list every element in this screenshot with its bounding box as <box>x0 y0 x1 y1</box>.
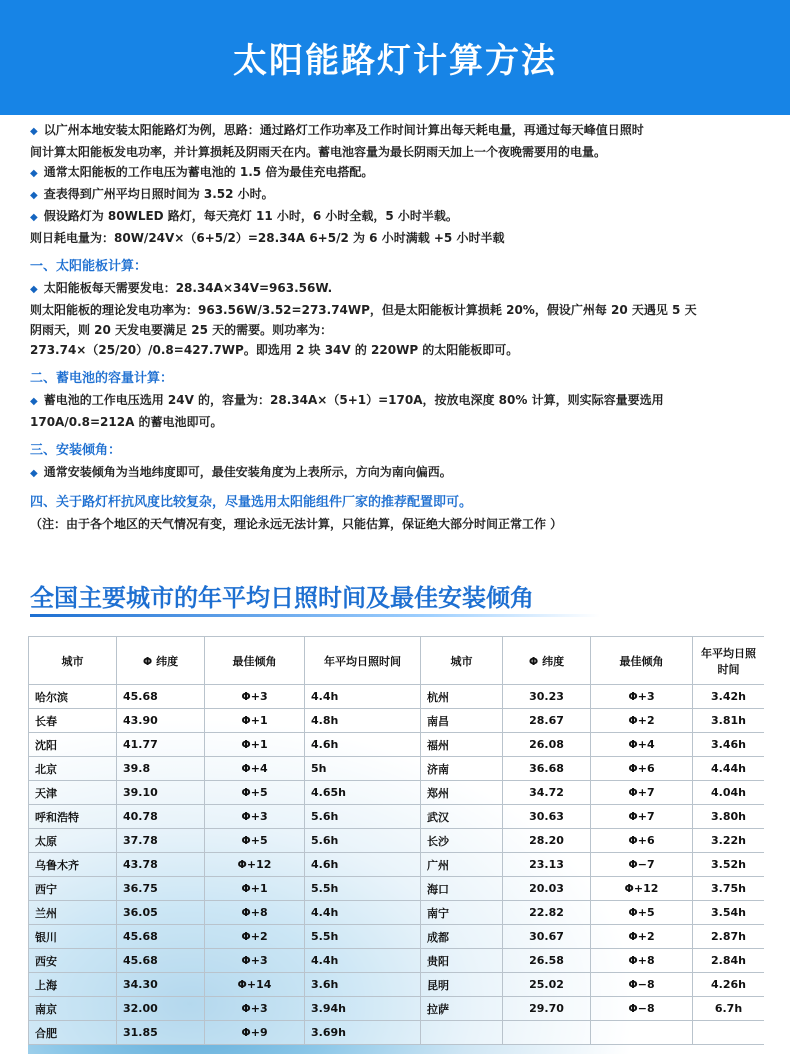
table-cell: 3.81h <box>693 709 765 733</box>
table-cell: Φ+2 <box>205 925 305 949</box>
table-cell: 乌鲁木齐 <box>29 853 117 877</box>
table-cell: 4.6h <box>305 733 421 757</box>
table-cell: 贵阳 <box>421 949 503 973</box>
table-cell: 45.68 <box>117 685 205 709</box>
table-cell: 3.42h <box>693 685 765 709</box>
table-cell: 3.94h <box>305 997 421 1021</box>
column-header: Φ 纬度 <box>117 637 205 685</box>
line-text: 则日耗电量为：80W/24V×（6+5/2）=28.34A 6+5/2 为 6 小时满载 +5 小时半载 <box>30 231 505 245</box>
table-cell: Φ+9 <box>205 1021 305 1045</box>
text-line <box>30 142 770 162</box>
table-row <box>29 997 765 1021</box>
table-row <box>29 805 765 829</box>
table-row <box>29 1021 765 1045</box>
line-text: 间计算太阳能板发电功率，并计算损耗及阴雨天在内。蓄电池容量为最长阴雨天加上一个夜晚需要用的电量。 <box>30 145 607 159</box>
table-cell: 5.6h <box>305 829 421 853</box>
table-cell: 济南 <box>421 757 503 781</box>
table-cell: 4.6h <box>305 853 421 877</box>
table-cell: 2.87h <box>693 925 765 949</box>
table-cell: 成都 <box>421 925 503 949</box>
text-line <box>30 228 770 248</box>
table-cell: 武汉 <box>421 805 503 829</box>
table-cell: Φ+12 <box>205 853 305 877</box>
section-heading-tilt-angle: 三、安装倾角： <box>30 443 122 458</box>
table-cell: 22.82 <box>503 901 591 925</box>
table-cell: 26.58 <box>503 949 591 973</box>
table-cell: 5.6h <box>305 805 421 829</box>
table-row <box>29 901 765 925</box>
table-cell: Φ+3 <box>205 685 305 709</box>
table-cell <box>591 1021 693 1045</box>
line-text: 蓄电池的工作电压选用 24V 的，容量为：28.34A×（5+1）=170A，按放电深度 80% 计算，则实际容量要选用 <box>43 393 664 407</box>
column-header: 最佳倾角 <box>591 637 693 685</box>
table-cell: 3.52h <box>693 853 765 877</box>
text-line <box>30 184 770 206</box>
line-text: 以广州本地安装太阳能路灯为例，思路：通过路灯工作功率及工作时间计算出每天耗电量，再通过每天峰值日照时 <box>43 123 644 137</box>
table-cell: 沈阳 <box>29 733 117 757</box>
table-cell: 29.70 <box>503 997 591 1021</box>
table-cell: 4.65h <box>305 781 421 805</box>
table-cell: Φ+1 <box>205 709 305 733</box>
table-row <box>29 949 765 973</box>
table-cell: 南昌 <box>421 709 503 733</box>
text-line <box>30 390 770 412</box>
table-cell: Φ+14 <box>205 973 305 997</box>
table-cell: 南宁 <box>421 901 503 925</box>
table-cell: 37.78 <box>117 829 205 853</box>
table-cell: Φ+3 <box>205 997 305 1021</box>
table-cell: 23.13 <box>503 853 591 877</box>
table-cell: Φ−8 <box>591 973 693 997</box>
text-line <box>30 462 770 484</box>
table-cell: 4.8h <box>305 709 421 733</box>
table-cell: 30.63 <box>503 805 591 829</box>
table-cell: 南京 <box>29 997 117 1021</box>
table-cell: 4.4h <box>305 949 421 973</box>
table-cell <box>421 1021 503 1045</box>
table-cell: 3.6h <box>305 973 421 997</box>
table-cell: 长春 <box>29 709 117 733</box>
table-cell: 海口 <box>421 877 503 901</box>
table-cell: 4.04h <box>693 781 765 805</box>
section-solar-panel <box>30 278 770 360</box>
table-cell: 31.85 <box>117 1021 205 1045</box>
table-cell: 39.10 <box>117 781 205 805</box>
table-cell: 34.72 <box>503 781 591 805</box>
table-cell: 3.54h <box>693 901 765 925</box>
table-cell: Φ+5 <box>591 901 693 925</box>
table-cell: 兰州 <box>29 901 117 925</box>
line-text: 170A/0.8=212A 的蓄电池即可。 <box>30 415 223 429</box>
table-cell: Φ+4 <box>591 733 693 757</box>
table-cell: Φ+4 <box>205 757 305 781</box>
article-body <box>30 120 770 534</box>
page-header <box>0 0 790 115</box>
table-header-row <box>29 637 765 685</box>
table-cell: 长沙 <box>421 829 503 853</box>
table-cell: 呼和浩特 <box>29 805 117 829</box>
diamond-bullet-icon: ◆ <box>30 126 38 137</box>
table-cell: Φ+12 <box>591 877 693 901</box>
table-cell: Φ+3 <box>205 805 305 829</box>
line-text: 假设路灯为 80WLED 路灯，每天亮灯 11 小时，6 小时全载，5 小时半载。 <box>43 209 458 223</box>
table-cell: 5.5h <box>305 925 421 949</box>
text-line <box>30 278 770 300</box>
table-cell: Φ+3 <box>591 685 693 709</box>
table-cell: 30.23 <box>503 685 591 709</box>
table-row <box>29 877 765 901</box>
table-cell: 3.75h <box>693 877 765 901</box>
table-cell: Φ+1 <box>205 733 305 757</box>
table-cell: 43.78 <box>117 853 205 877</box>
table-cell: 28.20 <box>503 829 591 853</box>
section-heading-wind: 四、关于路灯杆抗风度比较复杂，尽量选用太阳能组件厂家的推荐配置即可。 <box>30 495 473 510</box>
table-cell: Φ+6 <box>591 757 693 781</box>
table-row <box>29 757 765 781</box>
table-cell: Φ+5 <box>205 829 305 853</box>
text-line <box>30 300 770 320</box>
table-cell: 20.03 <box>503 877 591 901</box>
table-cell: 拉萨 <box>421 997 503 1021</box>
text-line <box>30 120 770 142</box>
table-cell: 3.69h <box>305 1021 421 1045</box>
table-cell: 28.67 <box>503 709 591 733</box>
table-cell: Φ+3 <box>205 949 305 973</box>
table-cell: 6.7h <box>693 997 765 1021</box>
diamond-bullet-icon: ◆ <box>30 284 38 295</box>
section-heading-battery: 二、蓄电池的容量计算： <box>30 371 174 386</box>
table-cell: Φ+8 <box>205 901 305 925</box>
table-cell: 郑州 <box>421 781 503 805</box>
table-cell: 36.05 <box>117 901 205 925</box>
column-header: 年平均日照时间 <box>693 637 765 685</box>
table-cell: Φ+8 <box>591 949 693 973</box>
line-text: 阴雨天，则 20 天发电要满足 25 天的需要。则功率为： <box>30 323 333 337</box>
table-cell: Φ+2 <box>591 709 693 733</box>
table-cell: Φ+7 <box>591 781 693 805</box>
city-table-container <box>28 636 764 1054</box>
table-cell: 天津 <box>29 781 117 805</box>
table-cell: 上海 <box>29 973 117 997</box>
line-text: 则太阳能板的理论发电功率为：963.56W/3.52=273.74WP，但是太阳能板计算损耗 20%，假设广州每 20 天遇见 5 天 <box>30 303 697 317</box>
table-cell: 41.77 <box>117 733 205 757</box>
table-cell: 43.90 <box>117 709 205 733</box>
line-text: 通常太阳能板的工作电压为蓄电池的 1.5 倍为最佳充电搭配。 <box>43 165 374 179</box>
column-header: 最佳倾角 <box>205 637 305 685</box>
line-text: 查表得到广州平均日照时间为 3.52 小时。 <box>43 187 274 201</box>
table-row <box>29 685 765 709</box>
line-text: 273.74×（25/20）/0.8=427.7WP。即选用 2 块 34V 的 220WP 的太阳能板即可。 <box>30 343 519 357</box>
table-cell: 5.5h <box>305 877 421 901</box>
note-text: （注：由于各个地区的天气情况有变，理论永远无法计算，只能估算，保证绝大部分时间正常工作 ） <box>30 517 563 531</box>
table-row <box>29 733 765 757</box>
table-cell: 5h <box>305 757 421 781</box>
table-cell: 25.02 <box>503 973 591 997</box>
table-row <box>29 853 765 877</box>
column-header: 城市 <box>421 637 503 685</box>
text-line <box>30 340 770 360</box>
table-cell: 45.68 <box>117 949 205 973</box>
section-heading-solar-panel: 一、太阳能板计算： <box>30 259 148 274</box>
diamond-bullet-icon: ◆ <box>30 190 38 201</box>
diamond-bullet-icon: ◆ <box>30 396 38 407</box>
line-text: 太阳能板每天需要发电：28.34A×34V=963.56W. <box>43 281 333 295</box>
page-title: 太阳能路灯计算方法 <box>233 41 557 81</box>
title-underline <box>30 614 600 617</box>
table-cell: 昆明 <box>421 973 503 997</box>
table-cell: 4.26h <box>693 973 765 997</box>
table-cell <box>693 1021 765 1045</box>
table-cell: Φ−8 <box>591 997 693 1021</box>
table-cell: Φ+5 <box>205 781 305 805</box>
table-cell: 杭州 <box>421 685 503 709</box>
table-cell: 西安 <box>29 949 117 973</box>
column-header: Φ 纬度 <box>503 637 591 685</box>
table-cell: 北京 <box>29 757 117 781</box>
table-cell: 40.78 <box>117 805 205 829</box>
table-cell: Φ+2 <box>591 925 693 949</box>
intro-block <box>30 120 770 248</box>
table-cell: 36.75 <box>117 877 205 901</box>
table-row <box>29 829 765 853</box>
table-cell: 4.44h <box>693 757 765 781</box>
table-row <box>29 781 765 805</box>
table-cell: 福州 <box>421 733 503 757</box>
table-row <box>29 973 765 997</box>
table-cell: 45.68 <box>117 925 205 949</box>
section-battery <box>30 390 770 432</box>
table-cell: Φ+1 <box>205 877 305 901</box>
diamond-bullet-icon: ◆ <box>30 212 38 223</box>
text-line <box>30 206 770 228</box>
table-cell: 西宁 <box>29 877 117 901</box>
table-cell: 26.08 <box>503 733 591 757</box>
column-header: 城市 <box>29 637 117 685</box>
diamond-bullet-icon: ◆ <box>30 468 38 479</box>
table-cell: 银川 <box>29 925 117 949</box>
text-line <box>30 412 770 432</box>
section-tilt-angle <box>30 462 770 484</box>
table-cell: 2.84h <box>693 949 765 973</box>
table-cell: 39.8 <box>117 757 205 781</box>
table-cell: 3.46h <box>693 733 765 757</box>
table-cell: Φ−7 <box>591 853 693 877</box>
diamond-bullet-icon: ◆ <box>30 168 38 179</box>
table-cell: 哈尔滨 <box>29 685 117 709</box>
table-cell: 3.80h <box>693 805 765 829</box>
table-cell: 广州 <box>421 853 503 877</box>
table-cell: 太原 <box>29 829 117 853</box>
table-cell: 30.67 <box>503 925 591 949</box>
column-header: 年平均日照时间 <box>305 637 421 685</box>
table-cell: Φ+7 <box>591 805 693 829</box>
table-row <box>29 709 765 733</box>
line-text: 通常安装倾角为当地纬度即可，最佳安装角度为上表所示，方向为南向偏西。 <box>43 465 452 479</box>
table-cell: 4.4h <box>305 901 421 925</box>
city-sunshine-table <box>28 636 764 1045</box>
table-cell: 4.4h <box>305 685 421 709</box>
text-line <box>30 320 770 340</box>
table-cell: 32.00 <box>117 997 205 1021</box>
text-line <box>30 162 770 184</box>
table-body <box>29 685 765 1045</box>
table-cell: 3.22h <box>693 829 765 853</box>
table-row <box>29 925 765 949</box>
table-cell: 36.68 <box>503 757 591 781</box>
table-title: 全国主要城市的年平均日照时间及最佳安装倾角 <box>30 584 534 612</box>
table-cell: 合肥 <box>29 1021 117 1045</box>
table-cell: 34.30 <box>117 973 205 997</box>
table-cell: Φ+6 <box>591 829 693 853</box>
table-cell <box>503 1021 591 1045</box>
